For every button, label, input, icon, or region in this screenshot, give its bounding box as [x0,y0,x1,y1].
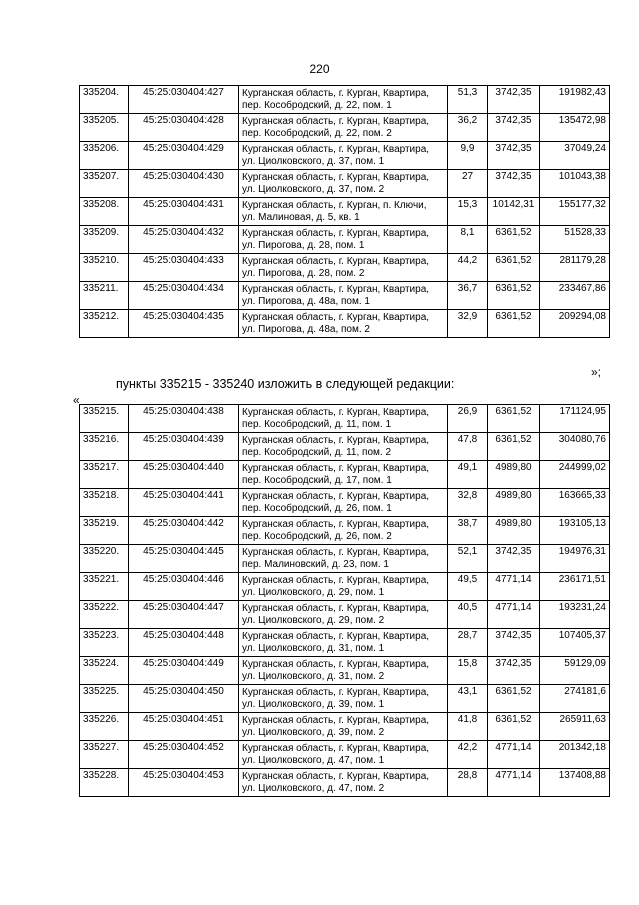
property-table-top [79,85,610,338]
area-cell: 32,8 [448,489,488,517]
row-number-cell: 335211. [80,282,129,310]
value-cell: 137408,88 [540,769,610,797]
cadastral-number-cell: 45:25:030404:433 [129,254,239,282]
cadastral-number-cell: 45:25:030404:451 [129,713,239,741]
address-cell [239,114,448,142]
address-line-2: ул. Циолковского, д. 47, пом. 1 [242,755,385,766]
cadastral-number-cell: 45:25:030404:450 [129,685,239,713]
cadastral-number-cell: 45:25:030404:441 [129,489,239,517]
table-row [80,433,610,461]
table-row [80,114,610,142]
area-cell: 52,1 [448,545,488,573]
row-number-cell: 335215. [80,405,129,433]
area-cell: 44,2 [448,254,488,282]
address-line-1: Курганская область, г. Курган, Квартира, [242,463,430,474]
address-line-1: Курганская область, г. Курган, Квартира, [242,491,430,502]
address-line-2: пер. Кособродский, д. 11, пом. 1 [242,419,392,430]
cadastral-number-cell: 45:25:030404:439 [129,433,239,461]
row-number-cell: 335217. [80,461,129,489]
address-cell [239,657,448,685]
table-row [80,198,610,226]
cadastral-number-cell: 45:25:030404:449 [129,657,239,685]
value-cell: 193105,13 [540,517,610,545]
value-cell: 194976,31 [540,545,610,573]
table-row [80,226,610,254]
table-row [80,86,610,114]
row-number-cell: 335210. [80,254,129,282]
cadastral-number-cell: 45:25:030404:431 [129,198,239,226]
address-line-2: пер. Кособродский, д. 11, пом. 2 [242,447,392,458]
area-cell: 36,7 [448,282,488,310]
rate-cell: 4771,14 [488,573,540,601]
address-cell [239,170,448,198]
rate-cell: 6361,52 [488,405,540,433]
value-cell: 304080,76 [540,433,610,461]
address-line-2: ул. Циолковского, д. 31, пом. 1 [242,643,385,654]
address-cell [239,142,448,170]
value-cell: 59129,09 [540,657,610,685]
address-line-2: ул. Циолковского, д. 31, пом. 2 [242,671,385,682]
rate-cell: 6361,52 [488,685,540,713]
table-row [80,741,610,769]
address-cell [239,86,448,114]
address-cell [239,545,448,573]
cadastral-number-cell: 45:25:030404:430 [129,170,239,198]
cadastral-number-cell: 45:25:030404:438 [129,405,239,433]
address-cell [239,601,448,629]
area-cell: 28,7 [448,629,488,657]
value-cell: 155177,32 [540,198,610,226]
value-cell: 244999,02 [540,461,610,489]
row-number-cell: 335226. [80,713,129,741]
address-line-1: Курганская область, г. Курган, Квартира, [242,172,430,183]
rate-cell: 6361,52 [488,433,540,461]
address-cell [239,769,448,797]
table-row [80,282,610,310]
rate-cell: 10142,31 [488,198,540,226]
address-line-1: Курганская область, г. Курган, Квартира, [242,575,430,586]
cadastral-number-cell: 45:25:030404:429 [129,142,239,170]
address-cell [239,254,448,282]
table-row [80,685,610,713]
address-line-2: пер. Кособродский, д. 22, пом. 2 [242,128,392,139]
rate-cell: 6361,52 [488,282,540,310]
address-line-1: Курганская область, г. Курган, Квартира, [242,116,430,127]
address-cell [239,310,448,338]
row-number-cell: 335224. [80,657,129,685]
cadastral-number-cell: 45:25:030404:453 [129,769,239,797]
row-number-cell: 335216. [80,433,129,461]
table-row [80,461,610,489]
row-number-cell: 335220. [80,545,129,573]
cadastral-number-cell: 45:25:030404:427 [129,86,239,114]
address-line-1: Курганская область, г. Курган, Квартира, [242,256,430,267]
rate-cell: 4989,80 [488,461,540,489]
address-line-2: пер. Кособродский, д. 22, пом. 1 [242,100,392,111]
address-line-1: Курганская область, г. Курган, Квартира, [242,435,430,446]
row-number-cell: 335225. [80,685,129,713]
address-line-1: Курганская область, г. Курган, Квартира, [242,284,430,295]
value-cell: 191982,43 [540,86,610,114]
page-number: 220 [309,62,330,76]
area-cell: 8,1 [448,226,488,254]
address-cell [239,433,448,461]
address-line-1: Курганская область, г. Курган, Квартира, [242,228,430,239]
value-cell: 193231,24 [540,601,610,629]
area-cell: 27 [448,170,488,198]
address-line-2: ул. Циолковского, д. 29, пом. 1 [242,587,385,598]
address-line-1: Курганская область, г. Курган, Квартира, [242,631,430,642]
address-cell [239,226,448,254]
row-number-cell: 335212. [80,310,129,338]
area-cell: 15,8 [448,657,488,685]
area-cell: 49,1 [448,461,488,489]
table-row [80,769,610,797]
opening-quote-mark: « [73,393,80,407]
address-line-1: Курганская область, г. Курган, Квартира, [242,312,430,323]
address-line-2: ул. Циолковского, д. 29, пом. 2 [242,615,385,626]
table-row [80,489,610,517]
address-line-2: ул. Пирогова, д. 28, пом. 2 [242,268,365,279]
row-number-cell: 335204. [80,86,129,114]
row-number-cell: 335227. [80,741,129,769]
area-cell: 36,2 [448,114,488,142]
cadastral-number-cell: 45:25:030404:445 [129,545,239,573]
area-cell: 47,8 [448,433,488,461]
table-row [80,517,610,545]
table-row [80,601,610,629]
value-cell: 265911,63 [540,713,610,741]
area-cell: 28,8 [448,769,488,797]
address-cell [239,198,448,226]
value-cell: 274181,6 [540,685,610,713]
rate-cell: 3742,35 [488,170,540,198]
cadastral-number-cell: 45:25:030404:448 [129,629,239,657]
closing-quote-mark: »; [591,365,602,379]
address-line-2: пер. Кособродский, д. 17, пом. 1 [242,475,392,486]
address-line-2: ул. Циолковского, д. 37, пом. 1 [242,156,385,167]
address-line-1: Курганская область, г. Курган, п. Ключи, [242,200,427,211]
table-row [80,254,610,282]
rate-cell: 3742,35 [488,657,540,685]
area-cell: 40,5 [448,601,488,629]
address-cell [239,282,448,310]
address-line-2: пер. Кособродский, д. 26, пом. 1 [242,503,392,514]
cadastral-number-cell: 45:25:030404:434 [129,282,239,310]
table-row [80,713,610,741]
value-cell: 135472,98 [540,114,610,142]
value-cell: 101043,38 [540,170,610,198]
row-number-cell: 335206. [80,142,129,170]
table-row [80,142,610,170]
table-row [80,629,610,657]
rate-cell: 6361,52 [488,254,540,282]
table-row [80,573,610,601]
address-line-2: пер. Кособродский, д. 26, пом. 2 [242,531,392,542]
cadastral-number-cell: 45:25:030404:442 [129,517,239,545]
rate-cell: 4771,14 [488,741,540,769]
address-line-2: ул. Пирогова, д. 28, пом. 1 [242,240,365,251]
area-cell: 43,1 [448,685,488,713]
value-cell: 107405,37 [540,629,610,657]
address-line-2: ул. Циолковского, д. 37, пом. 2 [242,184,385,195]
cadastral-number-cell: 45:25:030404:440 [129,461,239,489]
address-line-1: Курганская область, г. Курган, Квартира, [242,519,430,530]
value-cell: 163665,33 [540,489,610,517]
table-row [80,310,610,338]
address-cell [239,461,448,489]
cadastral-number-cell: 45:25:030404:435 [129,310,239,338]
address-line-2: ул. Циолковского, д. 39, пом. 2 [242,727,385,738]
row-number-cell: 335207. [80,170,129,198]
row-number-cell: 335221. [80,573,129,601]
address-line-1: Курганская область, г. Курган, Квартира, [242,88,430,99]
rate-cell: 3742,35 [488,114,540,142]
rate-cell: 4989,80 [488,489,540,517]
row-number-cell: 335205. [80,114,129,142]
address-cell [239,517,448,545]
address-cell [239,405,448,433]
area-cell: 9,9 [448,142,488,170]
rate-cell: 6361,52 [488,226,540,254]
address-line-1: Курганская область, г. Курган, Квартира, [242,144,430,155]
amendment-instruction: пункты 335215 - 335240 изложить в следующей редакции: [116,377,455,391]
cadastral-number-cell: 45:25:030404:428 [129,114,239,142]
address-cell [239,629,448,657]
address-cell [239,573,448,601]
value-cell: 51528,33 [540,226,610,254]
row-number-cell: 335219. [80,517,129,545]
area-cell: 26,9 [448,405,488,433]
value-cell: 37049,24 [540,142,610,170]
rate-cell: 6361,52 [488,713,540,741]
rate-cell: 4771,14 [488,601,540,629]
address-line-1: Курганская область, г. Курган, Квартира, [242,771,430,782]
address-line-2: пер. Малиновский, д. 23, пом. 1 [242,559,389,570]
address-line-1: Курганская область, г. Курган, Квартира, [242,743,430,754]
row-number-cell: 335228. [80,769,129,797]
cadastral-number-cell: 45:25:030404:432 [129,226,239,254]
cadastral-number-cell: 45:25:030404:452 [129,741,239,769]
address-line-1: Курганская область, г. Курган, Квартира, [242,407,430,418]
row-number-cell: 335222. [80,601,129,629]
rate-cell: 3742,35 [488,86,540,114]
address-line-1: Курганская область, г. Курган, Квартира, [242,603,430,614]
address-line-1: Курганская область, г. Курган, Квартира, [242,687,430,698]
rate-cell: 3742,35 [488,545,540,573]
row-number-cell: 335209. [80,226,129,254]
rate-cell: 6361,52 [488,310,540,338]
rate-cell: 4771,14 [488,769,540,797]
area-cell: 41,8 [448,713,488,741]
address-cell [239,685,448,713]
area-cell: 42,2 [448,741,488,769]
row-number-cell: 335223. [80,629,129,657]
table-row [80,170,610,198]
rate-cell: 3742,35 [488,629,540,657]
area-cell: 49,5 [448,573,488,601]
address-cell [239,713,448,741]
address-line-2: ул. Циолковского, д. 39, пом. 1 [242,699,385,710]
cadastral-number-cell: 45:25:030404:446 [129,573,239,601]
address-line-2: ул. Циолковского, д. 47, пом. 2 [242,783,385,794]
area-cell: 51,3 [448,86,488,114]
area-cell: 15,3 [448,198,488,226]
property-table-bottom [79,404,610,797]
value-cell: 233467,86 [540,282,610,310]
rate-cell: 3742,35 [488,142,540,170]
address-line-1: Курганская область, г. Курган, Квартира, [242,659,430,670]
row-number-cell: 335208. [80,198,129,226]
table-row [80,545,610,573]
address-cell [239,741,448,769]
value-cell: 171124,95 [540,405,610,433]
address-line-1: Курганская область, г. Курган, Квартира, [242,715,430,726]
address-line-1: Курганская область, г. Курган, Квартира, [242,547,430,558]
value-cell: 236171,51 [540,573,610,601]
address-line-2: ул. Пирогова, д. 48а, пом. 2 [242,324,370,335]
address-line-2: ул. Малиновая, д. 5, кв. 1 [242,212,360,223]
address-line-2: ул. Пирогова, д. 48а, пом. 1 [242,296,370,307]
cadastral-number-cell: 45:25:030404:447 [129,601,239,629]
value-cell: 209294,08 [540,310,610,338]
area-cell: 38,7 [448,517,488,545]
value-cell: 281179,28 [540,254,610,282]
area-cell: 32,9 [448,310,488,338]
address-cell [239,489,448,517]
value-cell: 201342,18 [540,741,610,769]
rate-cell: 4989,80 [488,517,540,545]
table-row [80,657,610,685]
table-row [80,405,610,433]
row-number-cell: 335218. [80,489,129,517]
